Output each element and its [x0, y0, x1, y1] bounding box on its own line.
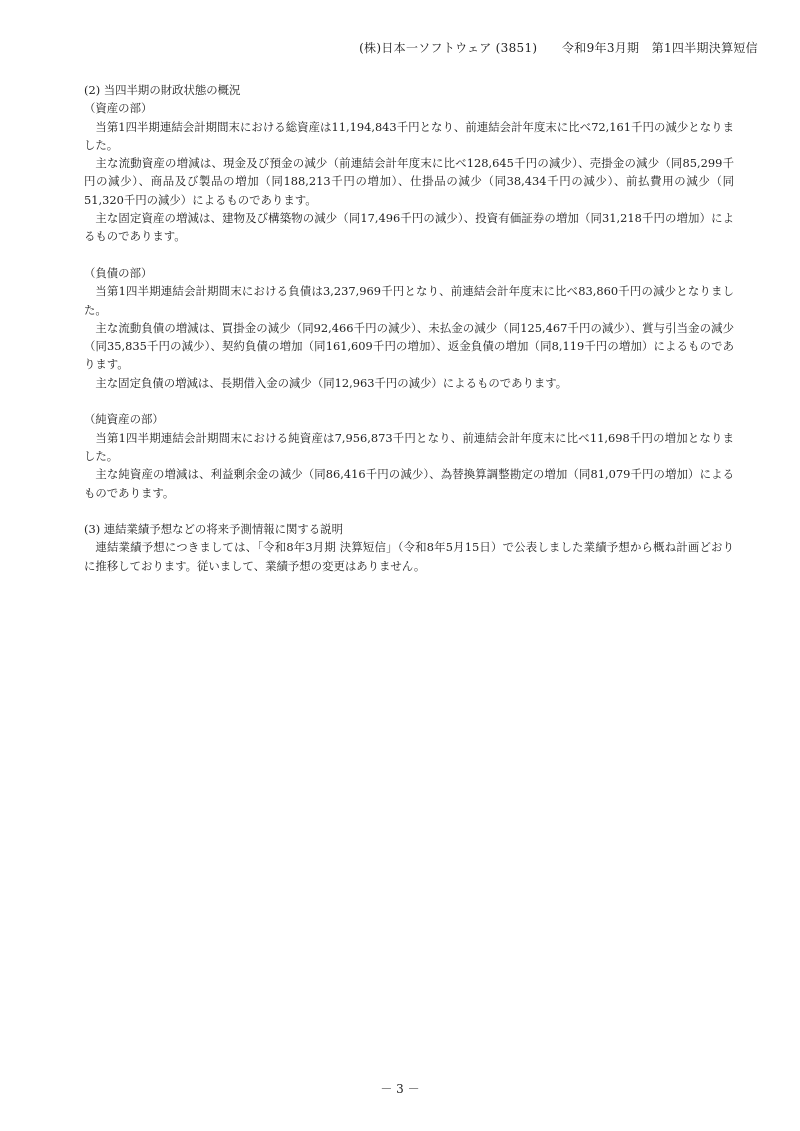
liabilities-subheading: （負債の部）: [84, 265, 153, 280]
page-number: － 3 －: [380, 1082, 420, 1096]
net-assets-paragraph-1: 当第1四半期連結会計期間末における純資産は7,956,873千円となり、前連結会計年度末に比べ11,698千円の増加となりました。: [84, 430, 734, 463]
forecast-paragraph: 連結業績予想につきましては、「令和8年3月期 決算短信」（令和8年5月15日）で公表しました業績予想から概ね計画どおりに推移しております。従いまして、業績予想の変更はありません。: [84, 540, 734, 573]
spacer: [84, 502, 734, 520]
section-2-heading: (2) 当四半期の財政状態の概況: [84, 83, 241, 97]
section-3-heading: (3) 連結業績予想などの将来予測情報に関する説明: [84, 522, 343, 537]
assets-paragraph-1: 当第1四半期連結会計期間末における総資産は11,194,843千円となり、前連結会計年度末に比べ72,161千円の減少となりました。: [84, 119, 734, 152]
assets-paragraph-3: 主な固定資産の増減は、建物及び構築物の減少（同17,496千円の減少）、投資有価証券の増加（同31,218千円の増加）によるものであります。: [84, 211, 734, 244]
spacer: [84, 246, 734, 264]
liabilities-paragraph-3: 主な固定負債の増減は、長期借入金の減少（同12,963千円の減少）によるものであります。: [95, 375, 568, 390]
assets-subheading: （資産の部）: [84, 101, 153, 116]
document-header: (株)日本一ソフトウェア (3851) 令和9年3月期 第1四半期決算短信: [359, 41, 758, 55]
liabilities-paragraph-1: 当第1四半期連結会計期間末における負債は3,237,969千円となり、前連結会計年度末に比べ83,860千円の減少となりました。: [84, 284, 734, 317]
net-assets-paragraph-2: 主な純資産の増減は、利益剰余金の減少（同86,416千円の減少）、為替換算調整勘定の増加（同81,079千円の増加）によるものであります。: [84, 467, 734, 500]
spacer: [84, 392, 734, 410]
net-assets-subheading: （純資産の部）: [84, 412, 164, 427]
document-body: [84, 81, 734, 575]
liabilities-paragraph-2: 主な流動負債の増減は、買掛金の減少（同92,466千円の減少）、未払金の減少（同125,467千円の減少）、賞与引当金の減少（同35,835千円の減少）、契約負債の増加（同161,609千円の増加）、返金負債の増加（同8,119千円の増加）によるものであります。: [84, 320, 734, 372]
assets-paragraph-2: 主な流動資産の増減は、現金及び預金の減少（前連結会計年度末に比べ128,645千円の減少）、売掛金の減少（同85,299千円の減少）、商品及び製品の増加（同188,213千円の増加）、仕掛品の減少（同38,434千円の減少）、前払費用の減少（同51,320千円の減少）によるものであります。: [84, 156, 734, 207]
